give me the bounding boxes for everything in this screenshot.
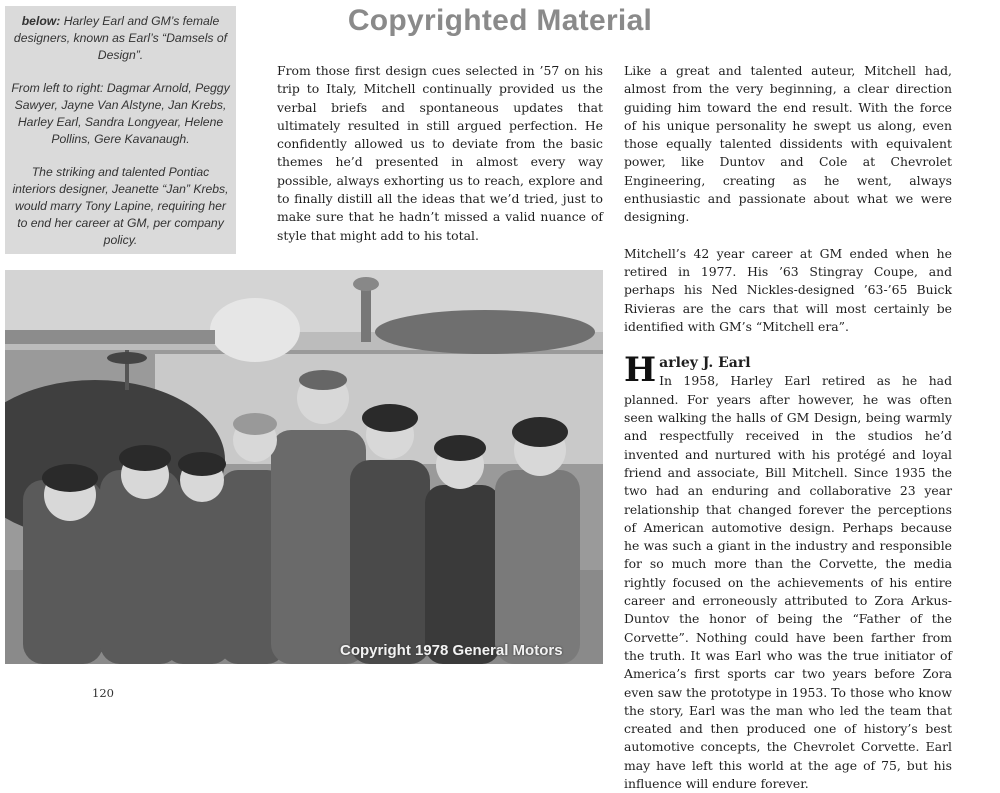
photo-caption-box — [5, 6, 236, 254]
middle-text-column — [277, 62, 603, 245]
caption-line-3: The striking and talented Pontiac interiors designer, Jeanette “Jan” Krebs, would marry Tony Lapine, requiring her to end her career at GM, per company policy. — [12, 165, 229, 247]
section-title: arley J. Earl — [659, 355, 751, 372]
page-number: 120 — [92, 686, 114, 700]
right-text-column — [624, 62, 952, 793]
right-paragraph-3: In 1958, Harley Earl retired as he had planned. For years after however, he was often seen walking the halls of GM Design, being warmly and respectfully received in the studios he’d invented and nurtured with his protégé and loyal friend and associate, Bill Mitchell. Since 1935 the two had an enduring and collaborative 23 year relationship that changed forever the perceptions of American automotive design. Perhaps because he was such a giant in the industry and responsible for so much more than the Corvette, the media rightly focused on the achievements of his entire career and erroneously attributed to Zora Arkus-Duntov the honor of being the “Father of the Corvette”. Nothing could have been farther from the truth. It was Earl who was the true initiator of America’s first sports car two years before Zora even saw the prototype in 1953. To those who know the story, Earl was the man who led the team that created and then produced one of history’s best automotive concepts, the Chevrolet Corvette. Earl may have left this world at the age of 75, but his influence will endure forever. — [624, 373, 952, 791]
photo-credit: Copyright 1978 General Motors — [340, 642, 563, 659]
right-paragraph-1: Like a great and talented auteur, Mitchell had, almost from the very beginning, a clear direction guiding him toward the end result. With the force of his unique personality he swept us along, even those equally talented dissidents with equivalent power, like Duntov and Cole at Chevrolet Engineering, creating as he went, always enthusiastic and passionate about what we were designing. — [624, 63, 952, 225]
caption-lead: below: — [21, 14, 61, 28]
photo-illustration — [5, 270, 603, 664]
caption-line-2: From left to right: Dagmar Arnold, Peggy Sawyer, Jayne Van Alstyne, Jan Krebs, Harley Earl, Sandra Longyear, Helene Pollins, Gere Kavanaugh. — [11, 81, 230, 146]
earl-section — [624, 350, 952, 793]
copyright-watermark: Copyrighted Material — [347, 4, 653, 37]
caption-intro — [11, 13, 230, 64]
group-photo — [5, 270, 603, 664]
right-paragraph-2: Mitchell’s 42 year career at GM ended when he retired in 1977. His ’63 Stingray Coupe, and perhaps his Ned Nickles-designed ’63-’65 Buick Rivieras are the cars that will most certainly be identified with GM’s “Mitchell era”. — [624, 245, 952, 334]
caption-line-1: Harley Earl and GM’s female designers, known as Earl’s “Damsels of Design”. — [13, 14, 228, 62]
middle-paragraph-1: From those first design cues selected in ’57 on his trip to Italy, Mitchell continually provided us the verbal briefs and spontaneous updates that ultimately resulted in still argued perfection. He confidently allowed us to deviate from the basic themes he’d presented in almost every way possible, always exhorting us to reach, explore and to finally distill all the ideas that we’d tried, just to make sure that he hadn’t missed a valid nuance of style that might add to his total. — [277, 63, 603, 243]
section-dropcap: H — [624, 350, 657, 391]
